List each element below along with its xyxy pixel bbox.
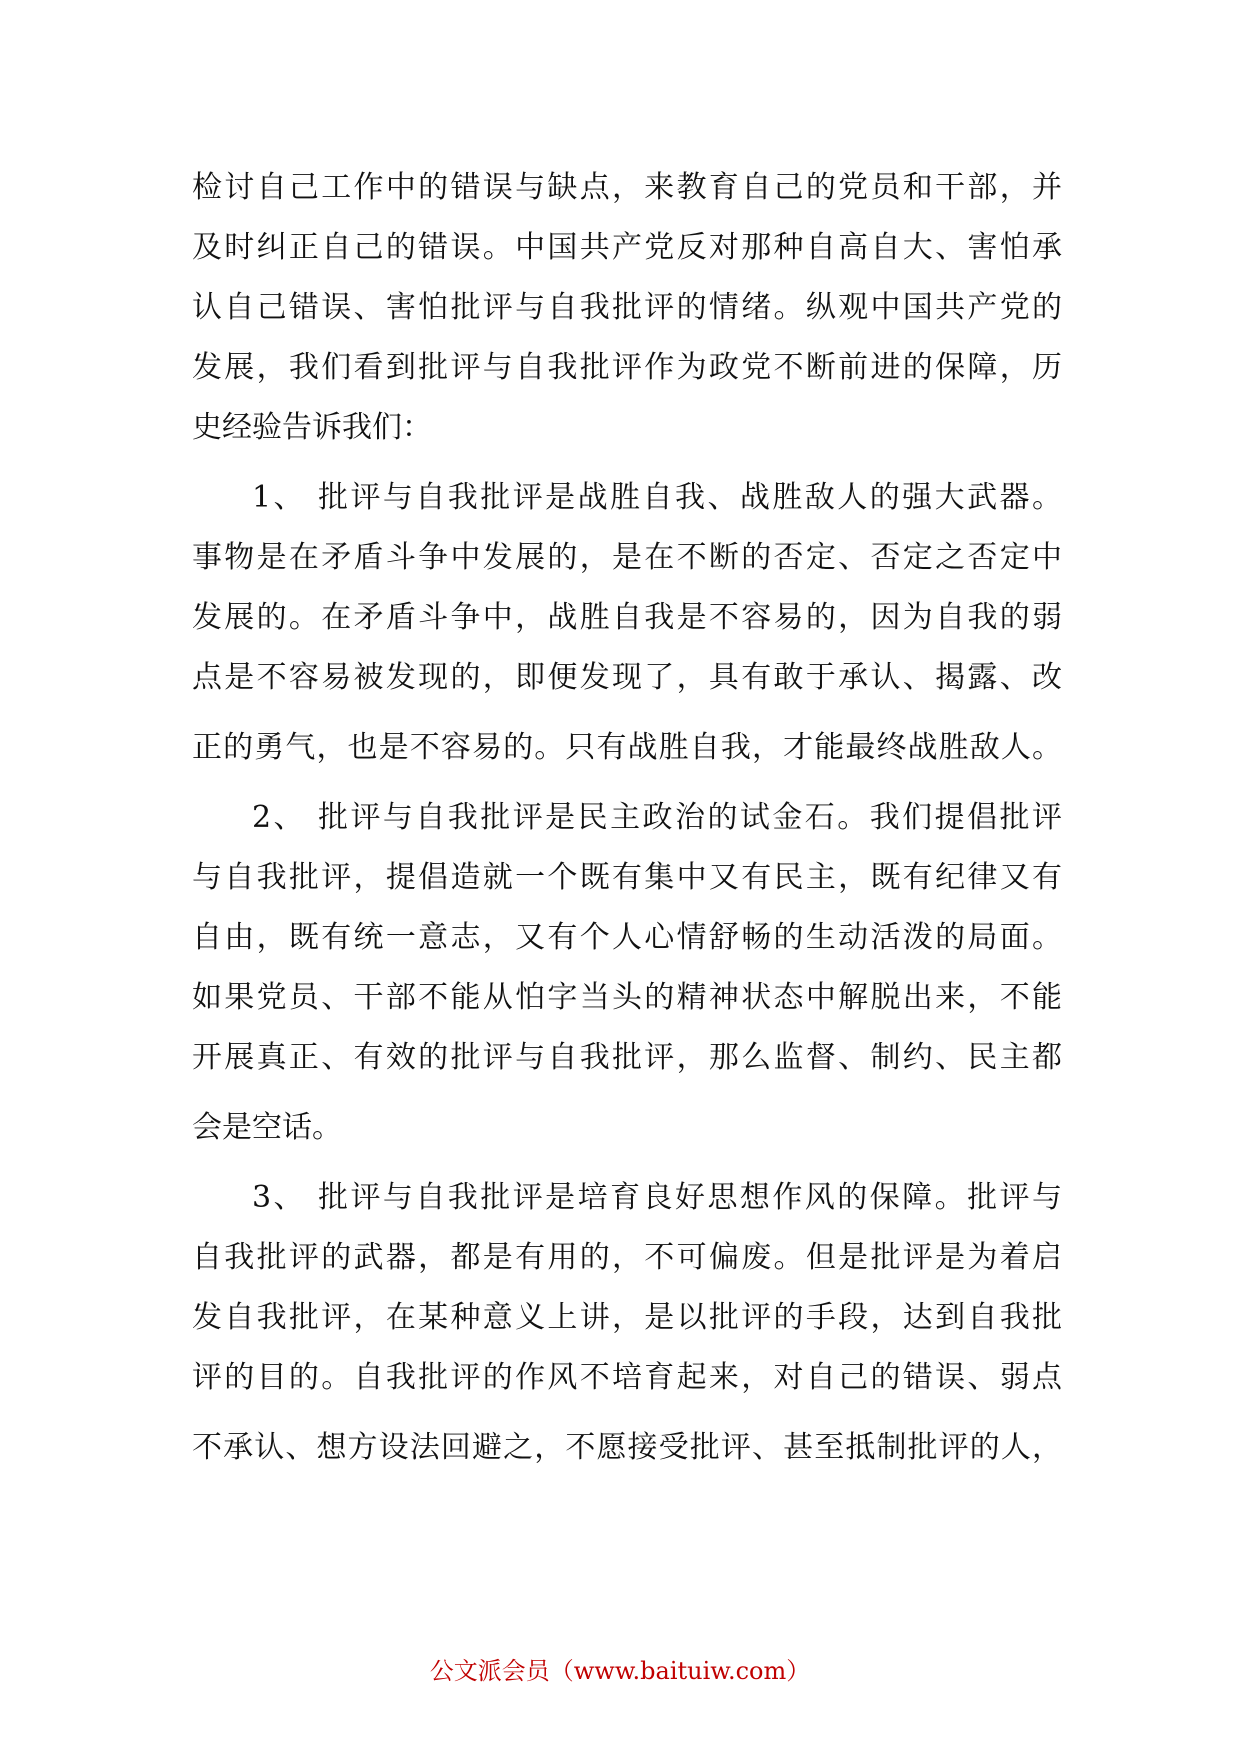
paragraph-line: 自由，既有统一意志，又有个人心情舒畅的生动活泼的局面。 xyxy=(192,920,1062,955)
paragraph-line: 发自我批评，在某种意义上讲，是以批评的手段，达到自我批 xyxy=(192,1300,1062,1335)
paragraph-line: 会是空话。 xyxy=(192,1110,342,1145)
numbered-heading-3: 3、 批评与自我批评是培育良好思想作风的保障。批评与 xyxy=(252,1180,1062,1215)
numbered-heading-1: 1、 批评与自我批评是战胜自我、战胜敌人的强大武器。 xyxy=(252,480,1062,515)
paragraph-line: 检讨自己工作中的错误与缺点，来教育自己的党员和干部，并 xyxy=(192,170,1062,205)
numbered-heading-2: 2、 批评与自我批评是民主政治的试金石。我们提倡批评 xyxy=(252,800,1062,835)
paragraph-line: 史经验告诉我们： xyxy=(192,410,432,445)
paragraph-line: 开展真正、有效的批评与自我批评，那么监督、制约、民主都 xyxy=(192,1040,1062,1075)
paragraph-line: 自我批评的武器，都是有用的，不可偏废。但是批评是为着启 xyxy=(192,1240,1062,1275)
paragraph-line: 正的勇气，也是不容易的。只有战胜自我，才能最终战胜敌人。 xyxy=(192,730,1062,765)
paragraph-line: 事物是在矛盾斗争中发展的，是在不断的否定、否定之否定中 xyxy=(192,540,1062,575)
paragraph-line: 如果党员、干部不能从怕字当头的精神状态中解脱出来，不能 xyxy=(192,980,1062,1015)
paragraph-line: 认自己错误、害怕批评与自我批评的情绪。纵观中国共产党的 xyxy=(192,290,1062,325)
paragraph-line: 不承认、想方设法回避之，不愿接受批评、甚至抵制批评的人， xyxy=(192,1430,1062,1465)
paragraph-line: 发展，我们看到批评与自我批评作为政党不断前进的保障，历 xyxy=(192,350,1062,385)
paragraph-line: 点是不容易被发现的，即便发现了，具有敢于承认、揭露、改 xyxy=(192,660,1062,695)
paragraph-line: 评的目的。自我批评的作风不培育起来，对自己的错误、弱点 xyxy=(192,1360,1062,1395)
paragraph-line: 发展的。在矛盾斗争中，战胜自我是不容易的，因为自我的弱 xyxy=(192,600,1062,635)
paragraph-line: 与自我批评，提倡造就一个既有集中又有民主，既有纪律又有 xyxy=(192,860,1062,895)
footer-watermark-link[interactable]: 公文派会员（www.baituiw.com） xyxy=(429,1657,811,1685)
paragraph-line: 及时纠正自己的错误。中国共产党反对那种自高自大、害怕承 xyxy=(192,230,1062,265)
